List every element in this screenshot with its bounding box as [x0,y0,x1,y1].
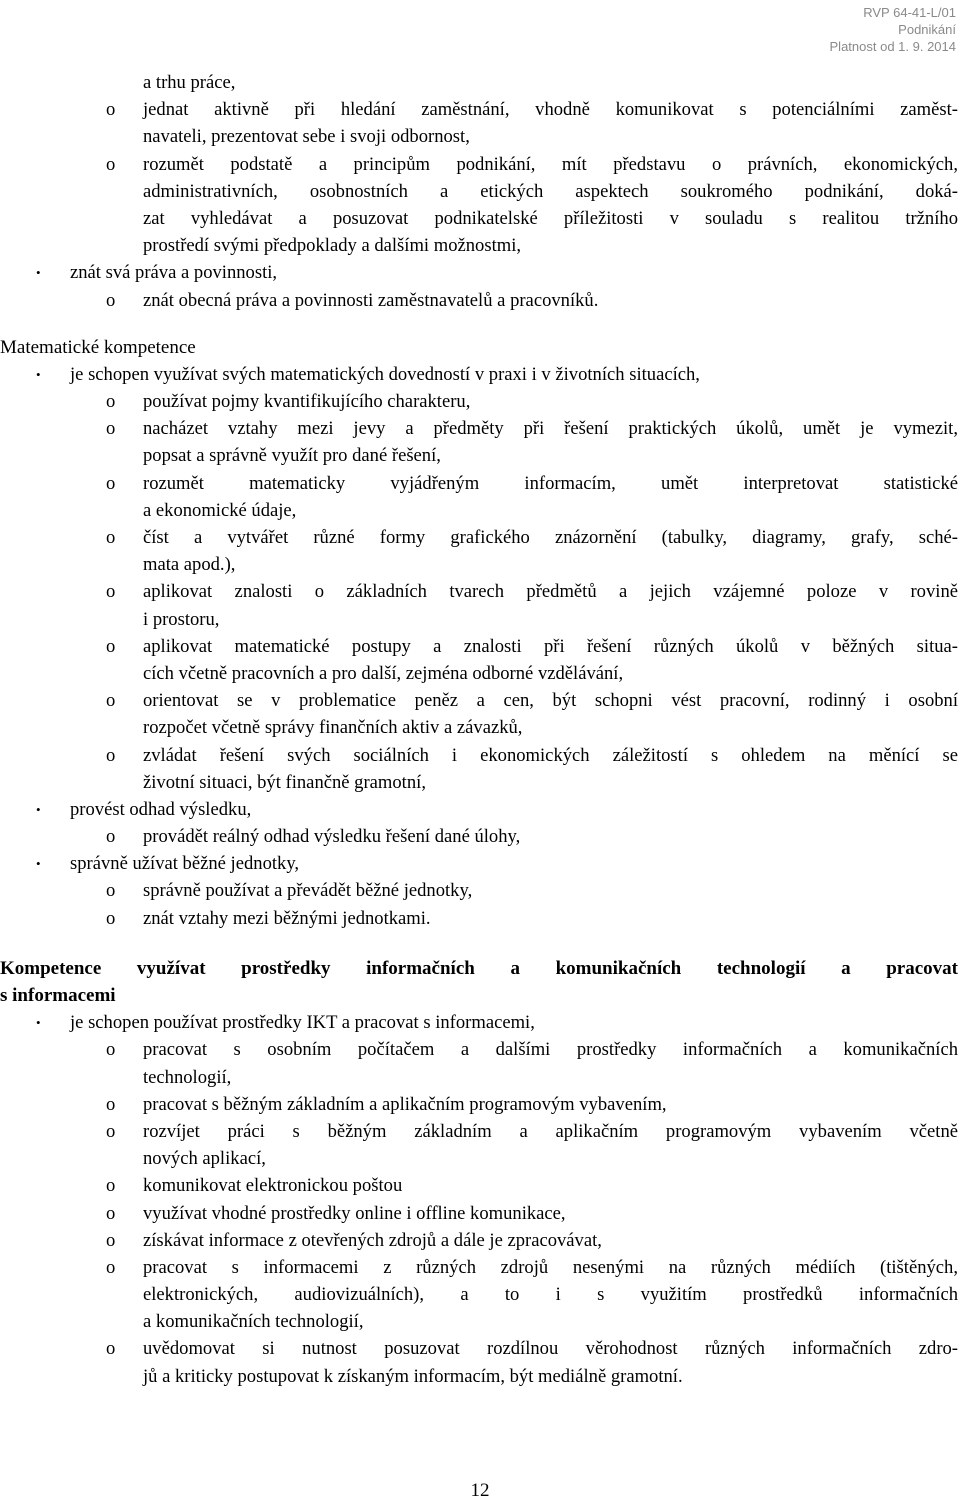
bullet-item: • je schopen využívat svých matematických dovedností v praxi i v životních situacích, [0,361,960,388]
list-item: o aplikovat matematické postupy a znalosti při řešení různých úkolů v běžných situa- [0,633,960,660]
list-item: o používat pojmy kvantifikujícího charakteru, [0,388,960,415]
circle-bullet-icon: o [106,1093,116,1115]
page-header [830,4,956,55]
bullet-icon: • [36,801,41,817]
list-item: o zvládat řešení svých sociálních i ekonomických záležitostí s ohledem na měnící se [0,742,960,769]
circle-bullet-icon: o [106,1039,116,1061]
circle-bullet-icon: o [106,289,116,311]
list-item-cont: mata apod.), [143,554,236,576]
circle-bullet-icon: o [106,744,116,766]
list-item: o znát obecná práva a povinnosti zaměstnavatelů a pracovníků. [0,287,960,314]
bullet-item: • je schopen používat prostředky IKT a pracovat s informacemi, [0,1009,960,1036]
circle-bullet-icon: o [106,581,116,603]
list-item: o získávat informace z otevřených zdrojů a dále je zpracovávat, [0,1227,960,1254]
list-item-cont: popsat a správně využít pro dané řešení, [143,445,441,467]
list-item: o znát vztahy mezi běžnými jednotkami. [0,905,960,932]
field-name: Podnikání [898,22,956,37]
bullet-icon: • [36,265,41,281]
list-item: o pracovat s informacemi z různých zdrojů nesenými na různých médiích (tištěných, [0,1254,960,1281]
list-item-cont: administrativních, osobnostních a etických aspektech soukromého podnikání, doká- [143,180,958,202]
circle-bullet-icon: o [106,99,116,121]
list-item: o pracovat s osobním počítačem a dalšími prostředky informačních a komunikačních [0,1036,960,1063]
document-body [0,69,960,1390]
list-item-cont: prostředí svými předpoklady a dalšími možnostmi, [143,235,522,257]
list-item-cont: životní situaci, být finančně gramotní, [143,771,426,793]
list-item: o orientovat se v problematice peněz a cen, být schopni vést pracovní, rodinný i osobní [0,687,960,714]
bullet-icon: • [36,1015,41,1031]
list-item: o jednat aktivně při hledání zaměstnání, vhodně komunikovat s potenciálními zaměst- [0,96,960,123]
bullet-item: • znát svá práva a povinnosti, [0,259,960,286]
bullet-item: • provést odhad výsledku, [0,796,960,823]
list-item-cont: technologií, [143,1066,232,1088]
circle-bullet-icon: o [106,472,116,494]
circle-bullet-icon: o [106,635,116,657]
list-item: o nacházet vztahy mezi jevy a předměty při řešení praktických úkolů, umět je vymezit, [0,415,960,442]
circle-bullet-icon: o [106,1338,116,1360]
circle-bullet-icon: o [106,1202,116,1224]
section-title: Kompetence využívat prostředky informačních a komunikačních technologií a pracovat [0,957,958,979]
list-item-cont: navateli, prezentovat sebe i svoji odbornost, [143,126,470,148]
bullet-item: • správně užívat běžné jednotky, [0,850,960,877]
list-item-cont: rozpočet včetně správy finančních aktiv a závazků, [143,717,523,739]
list-item: o provádět reálný odhad výsledku řešení dané úlohy, [0,823,960,850]
list-item-cont: jů a kriticky postupovat k získaným informacím, být mediálně gramotní. [143,1365,683,1387]
list-item: o využívat vhodné prostředky online i offline komunikace, [0,1200,960,1227]
circle-bullet-icon: o [106,1175,116,1197]
validity-date: Platnost od 1. 9. 2014 [829,39,956,54]
document-code: RVP 64-41-L/01 [863,5,956,20]
circle-bullet-icon: o [106,1120,116,1142]
continuation-line: a trhu práce, [143,72,236,93]
circle-bullet-icon: o [106,418,116,440]
circle-bullet-icon: o [106,826,116,848]
list-item-cont: nových aplikací, [143,1148,266,1170]
list-item: o uvědomovat si nutnost posuzovat rozdílnou věrohodnost různých informačních zdro- [0,1335,960,1362]
circle-bullet-icon: o [106,1229,116,1251]
section-title: Matematické kompetence [0,336,196,358]
list-item: o správně používat a převádět běžné jednotky, [0,877,960,904]
list-item-cont: elektronických, audiovizuálních), a to i s využitím prostředků informačních [143,1284,958,1306]
circle-bullet-icon: o [106,527,116,548]
circle-bullet-icon: o [106,153,116,175]
list-item: o rozumět podstatě a principům podnikání, mít představu o právních, ekonomických, [0,151,960,178]
list-item-cont: cích včetně pracovních a pro další, zejména odborné vzdělávání, [143,662,624,684]
list-item-cont: a komunikačních technologií, [143,1311,364,1333]
circle-bullet-icon: o [106,907,116,929]
list-item-cont: a ekonomické údaje, [143,499,297,521]
bullet-icon: • [36,366,41,382]
list-item-cont: zat vyhledávat a posuzovat podnikatelské příležitosti v souladu s realitou tržního [143,207,958,229]
list-item: o pracovat s běžným základním a aplikačním programovým vybavením, [0,1091,960,1118]
circle-bullet-icon: o [106,1256,116,1278]
list-item: o číst a vytvářet různé formy grafického znázornění (tabulky, diagramy, grafy, sché- [0,524,960,551]
list-item: o rozvíjet práci s běžným základním a aplikačním programovým vybavením včetně [0,1118,960,1145]
circle-bullet-icon: o [106,880,116,902]
circle-bullet-icon: o [106,690,116,712]
list-item: o aplikovat znalosti o základních tvarech předmětů a jejich vzájemné poloze v rovině [0,578,960,605]
list-item: o komunikovat elektronickou poštou [0,1172,960,1199]
list-item: o rozumět matematicky vyjádřeným informacím, umět interpretovat statistické [0,470,960,497]
circle-bullet-icon: o [106,391,116,413]
page-number: 12 [470,1480,490,1501]
bullet-icon: • [36,856,41,872]
list-item-cont: i prostoru, [143,608,220,630]
section-title-cont: s informacemi [0,985,116,1006]
